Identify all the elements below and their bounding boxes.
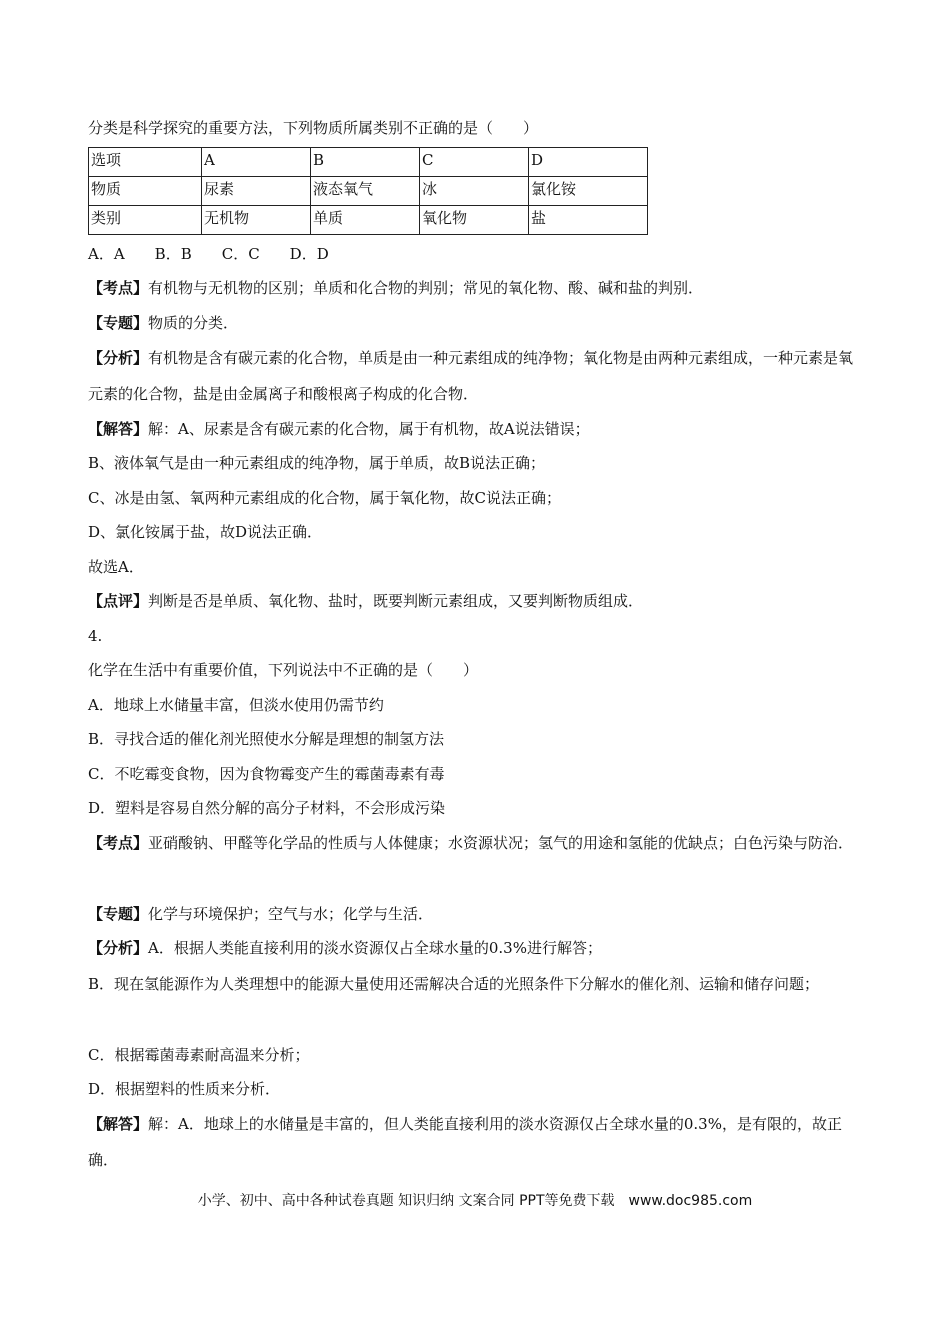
q3-jieda-line: C、冰是由氢、氧两种元素组成的化合物，属于氧化物，故C说法正确；	[88, 489, 561, 507]
table-cell: 物质	[89, 177, 202, 206]
q4-fenxi	[88, 938, 602, 958]
kaodian-text: 有机物与无机物的区别；单质和化合物的判别；常见的氧化物、酸、碱和盐的判别．	[148, 279, 704, 297]
table-cell: 液态氧气	[311, 177, 420, 206]
table-cell: 尿素	[202, 177, 311, 206]
classification-table	[88, 147, 648, 235]
page-footer: 小学、初中、高中各种试卷真题 知识归纳 文案合同 PPT等免费下载 www.doc985.com	[197, 1193, 753, 1209]
q3-kaodian	[88, 278, 703, 298]
table-cell: 选项	[89, 148, 202, 177]
q4-stem: 化学在生活中有重要价值，下列说法中不正确的是（ ）	[88, 661, 479, 679]
table-cell: 冰	[420, 177, 529, 206]
jieda-tag: 【解答】	[88, 1115, 149, 1133]
fenxi-tag: 【分析】	[88, 939, 149, 957]
q3-jieda	[88, 419, 590, 439]
q3-jieda-line: B、液体氧气是由一种元素组成的纯净物，属于单质，故B说法正确；	[88, 454, 546, 472]
q4-option-d: D．塑料是容易自然分解的高分子材料，不会形成污染	[88, 799, 446, 817]
zhuanti-text: 物质的分类．	[148, 314, 239, 332]
jieda-text: 解：A．地球上的水储量是丰富的，但人类能直接利用的淡水资源仅占全球水量的0.3%，是有限的，故正确．	[88, 1115, 842, 1169]
table-row	[89, 148, 648, 177]
q3-dianping	[88, 591, 643, 611]
fenxi-text: 有机物是含有碳元素的化合物，单质是由一种元素组成的纯净物；氧化物是由两种元素组成，一种元素是氧元素的化合物，盐是由金属离子和酸根离子构成的化合物．	[88, 349, 854, 403]
q3-fenxi	[88, 340, 860, 412]
q4-option-a: A．地球上水储量丰富，但淡水使用仍需节约	[88, 696, 384, 714]
table-cell: D	[529, 148, 648, 177]
zhuanti-tag: 【专题】	[88, 905, 149, 923]
table-cell: 无机物	[202, 206, 311, 235]
table-cell: 单质	[311, 206, 420, 235]
table-cell: 氯化铵	[529, 177, 648, 206]
kaodian-text: 亚硝酸钠、甲醛等化学品的性质与人体健康；水资源状况；氢气的用途和氢能的优缺点；白色污染与防治．	[148, 834, 854, 852]
q4-kaodian	[88, 825, 860, 861]
q4-fenxi-d: D．根据塑料的性质来分析．	[88, 1080, 281, 1098]
table-cell: 盐	[529, 206, 648, 235]
q3-jieda-line: D、氯化铵属于盐，故D说法正确．	[88, 523, 323, 541]
q3-stem: 分类是科学探究的重要方法，下列物质所属类别不正确的是（ ）	[88, 119, 539, 137]
q4-fenxi-b: B．现在氢能源作为人类理想中的能源大量使用还需解决合适的光照条件下分解水的催化剂、运输和储存问题；	[88, 975, 820, 993]
jieda-text: 解：A、尿素是含有碳元素的化合物，属于有机物，故A说法错误；	[148, 420, 590, 438]
zhuanti-tag: 【专题】	[88, 314, 149, 332]
fenxi-tag: 【分析】	[88, 349, 149, 367]
q4-option-b: B．寻找合适的催化剂光照使水分解是理想的制氢方法	[88, 730, 445, 748]
table-cell: 氧化物	[420, 206, 529, 235]
dianping-tag: 【点评】	[88, 592, 149, 610]
q3-options: A．A B．B C．C D．D	[88, 245, 329, 263]
q4-option-c: C．不吃霉变食物，因为食物霉变产生的霉菌毒素有毒	[88, 765, 445, 783]
table-cell: C	[420, 148, 529, 177]
q3-zhuanti	[88, 313, 238, 333]
dianping-text: 判断是否是单质、氧化物、盐时，既要判断元素组成，又要判断物质组成．	[148, 592, 644, 610]
kaodian-tag: 【考点】	[88, 834, 149, 852]
jieda-tag: 【解答】	[88, 420, 149, 438]
zhuanti-text: 化学与环境保护；空气与水；化学与生活．	[148, 905, 434, 923]
fenxi-text: A．根据人类能直接利用的淡水资源仅占全球水量的0.3%进行解答；	[148, 939, 602, 957]
table-row	[89, 206, 648, 235]
table-cell: 类别	[89, 206, 202, 235]
table-row	[89, 177, 648, 206]
q4-zhuanti	[88, 904, 433, 924]
q3-answer: 故选A．	[88, 558, 144, 576]
table-cell: A	[202, 148, 311, 177]
table-cell: B	[311, 148, 420, 177]
q4-number: 4.	[88, 627, 103, 645]
q4-fenxi-c: C．根据霉菌毒素耐高温来分析；	[88, 1046, 310, 1064]
kaodian-tag: 【考点】	[88, 279, 149, 297]
q4-jieda	[88, 1106, 860, 1178]
